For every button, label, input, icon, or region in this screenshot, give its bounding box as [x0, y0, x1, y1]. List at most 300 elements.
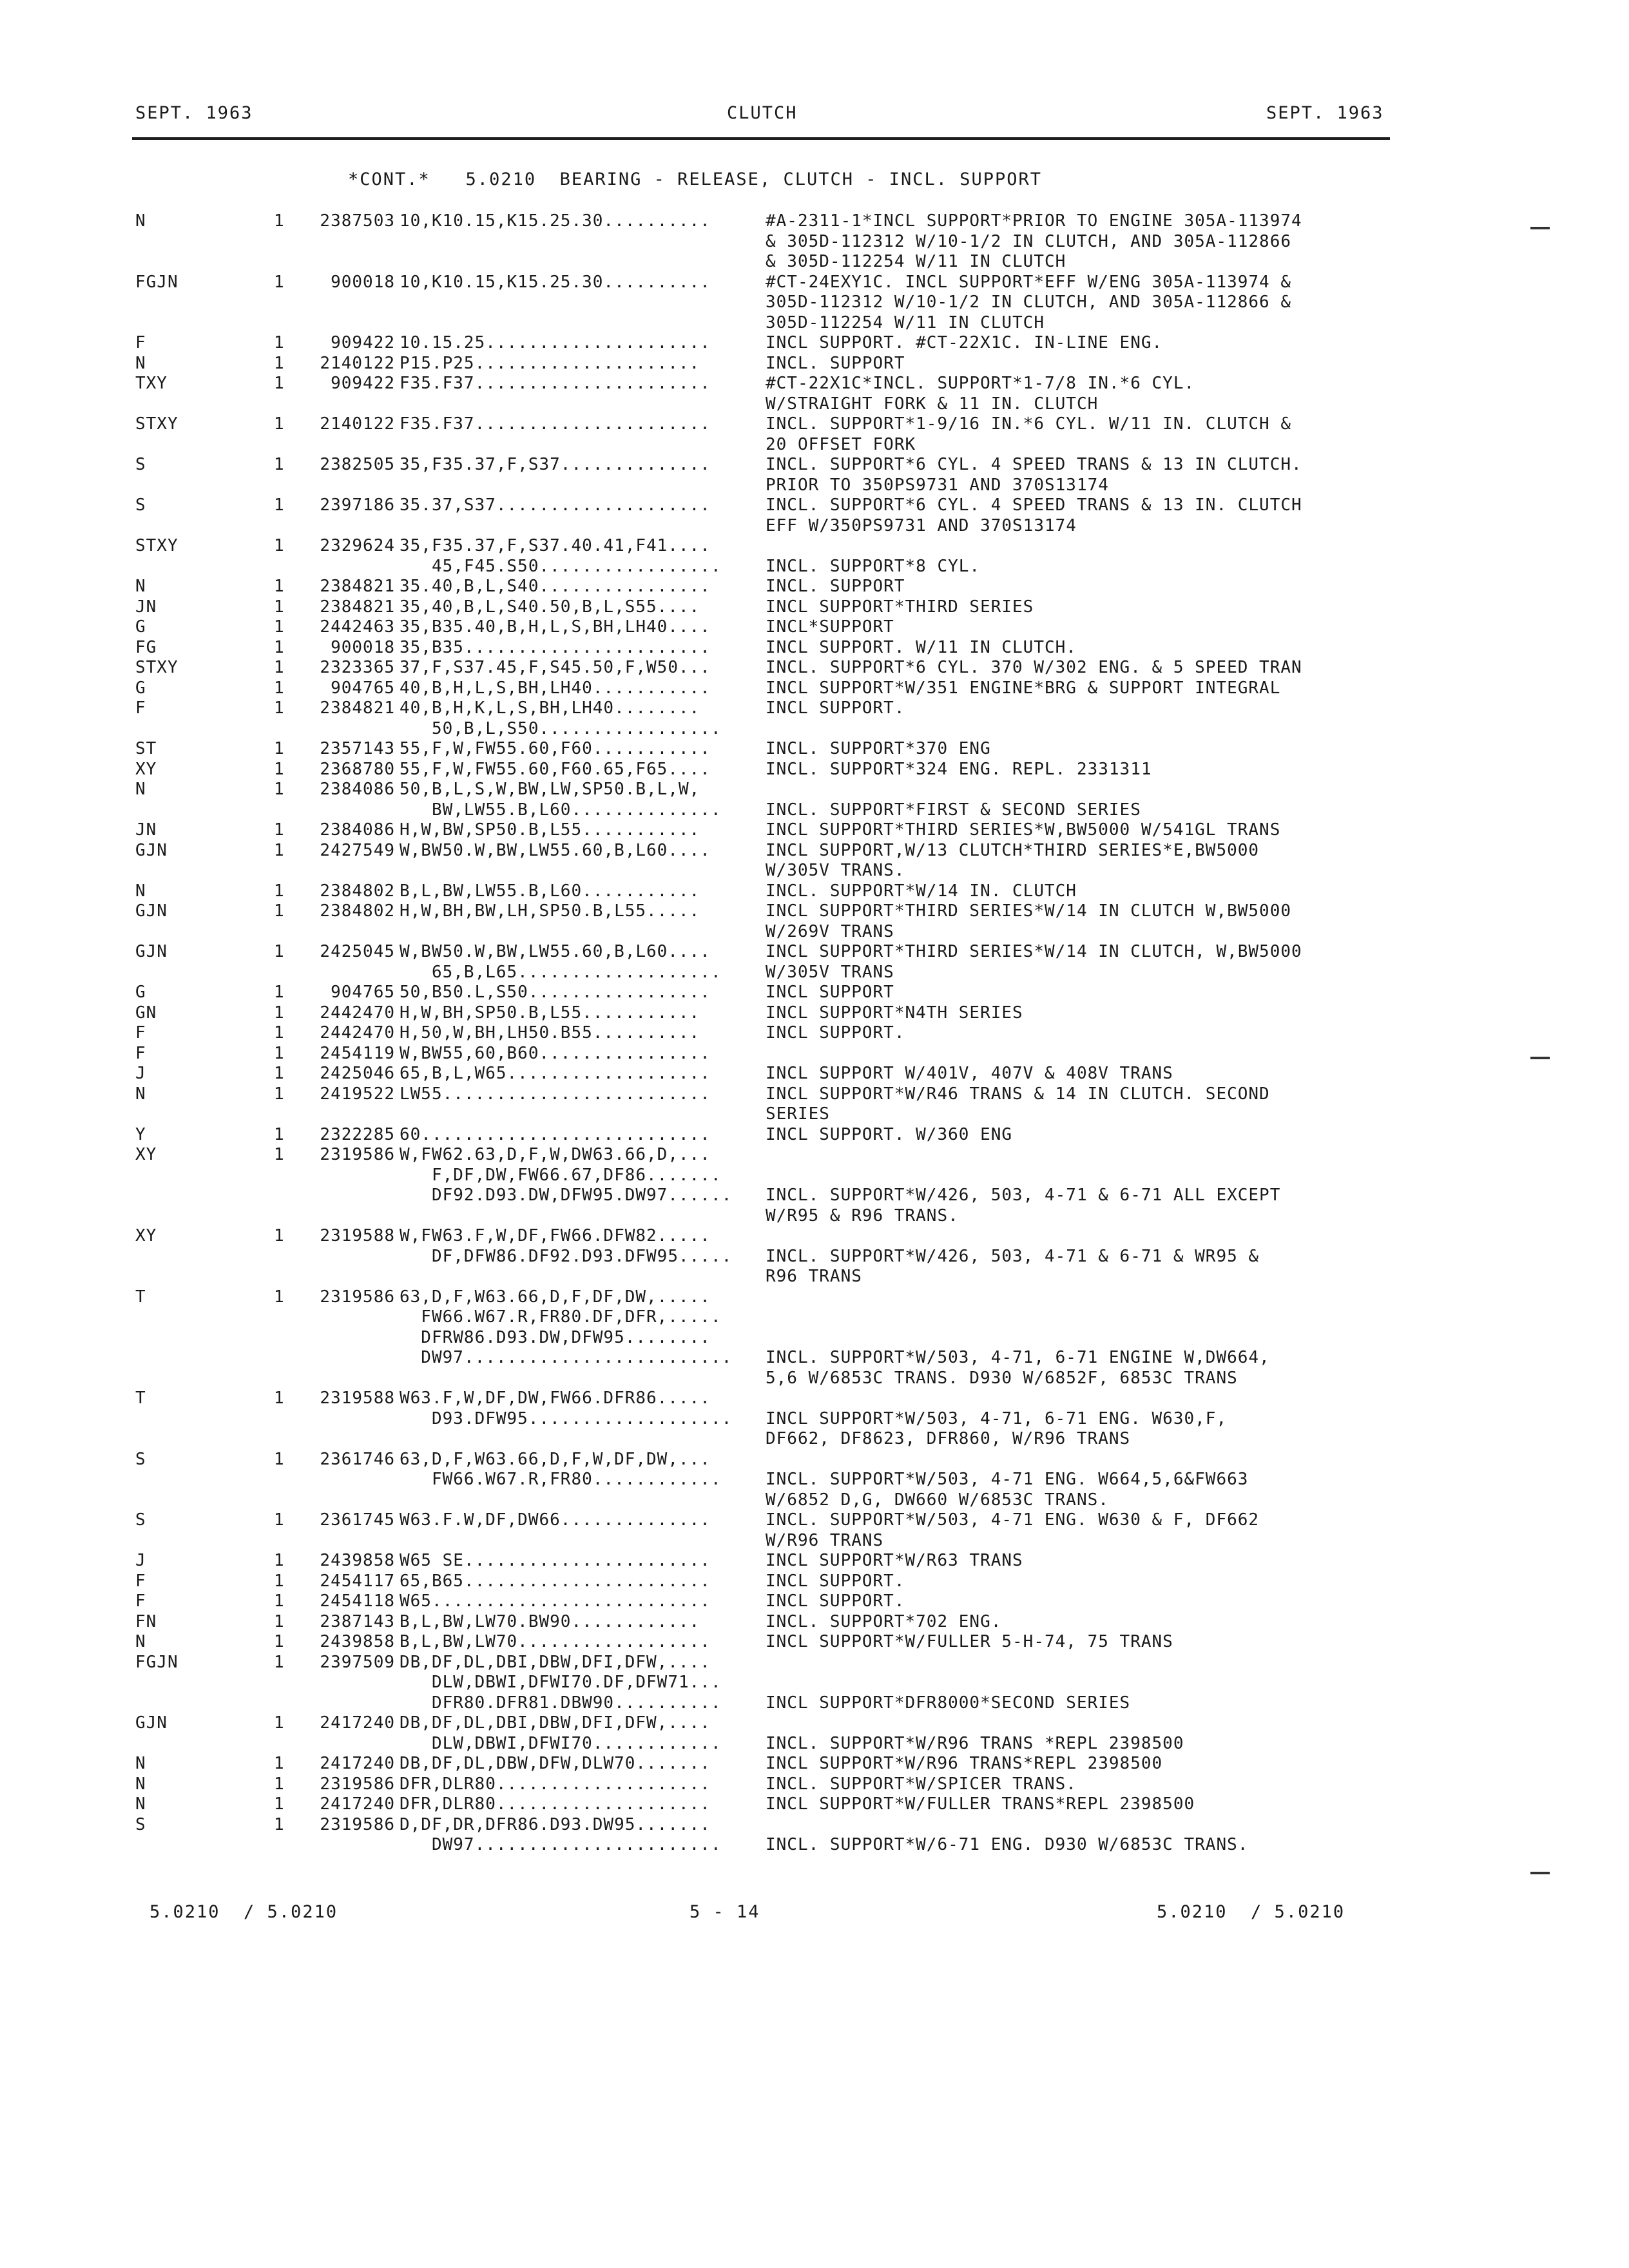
model-codes: H,W,BH,BW,LH,SP50.B,L55.....: [400, 901, 700, 921]
quantity: 1: [274, 1754, 285, 1773]
part-number: 2319586: [320, 1814, 395, 1834]
table-row: [0, 678, 1629, 699]
description: PRIOR TO 350PS9731 AND 370S13174: [766, 475, 1109, 495]
part-number: 2439858: [320, 1632, 395, 1651]
table-row: [0, 435, 1629, 456]
model-codes: F35.F37......................: [400, 414, 711, 434]
model-key: STXY: [135, 414, 178, 434]
part-number: 2439858: [320, 1551, 395, 1570]
table-row: [0, 983, 1629, 1003]
description: INCL SUPPORT*N4TH SERIES: [766, 1003, 1023, 1023]
description: INCL. SUPPORT*1-9/16 IN.*6 CYL. W/11 IN. CLUTCH &: [766, 414, 1292, 434]
model-key: FG: [135, 637, 157, 657]
model-key: Y: [135, 1124, 146, 1144]
description: INCL SUPPORT. W/360 ENG: [766, 1124, 1013, 1144]
description: 305D-112254 W/11 IN CLUTCH: [766, 312, 1045, 332]
model-key: F: [135, 1591, 146, 1611]
model-codes: DLW,DBWI,DFWI70............: [400, 1733, 722, 1753]
model-codes: DF92.D93.DW,DFW95.DW97......: [400, 1186, 733, 1205]
table-row: [0, 536, 1629, 557]
table-row: [0, 1774, 1629, 1795]
model-codes: B,L,BW,LW70.BW90............: [400, 1611, 700, 1631]
quantity: 1: [274, 1226, 285, 1245]
part-number: 2319586: [320, 1287, 395, 1307]
model-codes: 65,B,L65...................: [400, 962, 722, 982]
model-codes: 35.40,B,L,S40................: [400, 577, 711, 596]
model-codes: F,DF,DW,FW66.67,DF86.......: [400, 1165, 722, 1185]
model-codes: 35,40,B,L,S40.50,B,L,S55....: [400, 597, 700, 617]
table-row: [0, 577, 1629, 597]
model-codes: 55,F,W,FW55.60,F60...........: [400, 739, 711, 758]
model-key: T: [135, 1287, 146, 1307]
table-row: [0, 780, 1629, 800]
description: INCL. SUPPORT*370 ENG: [766, 739, 991, 758]
part-number: 2454119: [320, 1043, 395, 1063]
table-row: [0, 942, 1629, 963]
description: W/R95 & R96 TRANS.: [766, 1206, 959, 1225]
model-key: GJN: [135, 901, 168, 921]
part-number: 2425045: [320, 942, 395, 961]
table-row: [0, 1653, 1629, 1673]
table-row: [0, 901, 1629, 922]
quantity: 1: [274, 942, 285, 961]
description: INCL. SUPPORT*FIRST & SECOND SERIES: [766, 800, 1141, 820]
model-codes: LW55.........................: [400, 1084, 711, 1104]
model-key: N: [135, 780, 146, 799]
description: INCL SUPPORT*W/503, 4-71, 6-71 ENG. W630,F,: [766, 1408, 1228, 1428]
quantity: 1: [274, 617, 285, 637]
description: 5,6 W/6853C TRANS. D930 W/6852F, 6853C TRANS: [766, 1368, 1238, 1388]
table-row: [0, 1510, 1629, 1531]
table-row: [0, 1429, 1629, 1450]
table-row: [0, 1064, 1629, 1084]
model-codes: W65 SE.......................: [400, 1551, 711, 1570]
table-row: [0, 1125, 1629, 1146]
part-number: 2454117: [320, 1571, 395, 1591]
table-row: [0, 1490, 1629, 1511]
description: W/305V TRANS.: [766, 861, 905, 880]
model-codes: B,L,BW,LW55.B,L60...........: [400, 881, 700, 901]
table-row: [0, 313, 1629, 334]
model-codes: W,FW62.63,D,F,W,DW63.66,D,...: [400, 1145, 711, 1164]
model-codes: H,50,W,BH,LH50.B55..........: [400, 1023, 700, 1043]
table-row: [0, 1591, 1629, 1612]
quantity: 1: [274, 1389, 285, 1408]
model-codes: 65,B65.......................: [400, 1571, 711, 1591]
part-number: 2361745: [320, 1510, 395, 1530]
model-key: TXY: [135, 374, 168, 393]
table-row: [0, 719, 1629, 740]
description: INCL. SUPPORT*324 ENG. REPL. 2331311: [766, 759, 1152, 779]
description: DF662, DF8623, DFR860, W/R96 TRANS: [766, 1429, 1131, 1448]
description: INCL. SUPPORT*702 ENG.: [766, 1611, 1002, 1631]
model-codes: 10,K10.15,K15.25.30..........: [400, 272, 711, 292]
description: INCL. SUPPORT*W/426, 503, 4-71 & 6-71 & WR95 &: [766, 1246, 1260, 1266]
table-row: [0, 1226, 1629, 1247]
part-number: 2442470: [320, 1003, 395, 1023]
table-row: [0, 1815, 1629, 1836]
model-key: S: [135, 495, 146, 515]
table-row: [0, 1389, 1629, 1409]
part-number: 2140122: [320, 414, 395, 434]
model-codes: 50,B50.L,S50.................: [400, 983, 711, 1002]
model-codes: D93.DFW95...................: [400, 1408, 733, 1428]
description: INCL. SUPPORT*6 CYL. 4 SPEED TRANS & 13 IN. CLUTCH: [766, 495, 1302, 515]
quantity: 1: [274, 678, 285, 698]
model-codes: 65,B,L,W65...................: [400, 1064, 711, 1083]
table-row: [0, 1551, 1629, 1571]
model-codes: 37,F,S37.45,F,S45.50,F,W50...: [400, 658, 711, 677]
model-key: S: [135, 1449, 146, 1469]
model-key: N: [135, 1084, 146, 1104]
quantity: 1: [274, 1043, 285, 1063]
model-codes: 63,D,F,W63.66,D,F,W,DF,DW,...: [400, 1449, 711, 1469]
model-key: N: [135, 1754, 146, 1773]
header-date-left: SEPT. 1963: [135, 103, 253, 123]
quantity: 1: [274, 1003, 285, 1023]
model-key: FN: [135, 1611, 157, 1631]
part-number: 2417240: [320, 1754, 395, 1773]
table-row: [0, 1835, 1629, 1856]
quantity: 1: [274, 637, 285, 657]
description: R96 TRANS: [766, 1267, 862, 1286]
model-key: S: [135, 455, 146, 474]
model-codes: DB,DF,DL,DBW,DFW,DLW70.......: [400, 1754, 711, 1773]
table-row: [0, 1531, 1629, 1552]
quantity: 1: [274, 495, 285, 515]
description: INCL SUPPORT. #CT-22X1C. IN-LINE ENG.: [766, 333, 1163, 352]
quantity: 1: [274, 658, 285, 677]
description: INCL SUPPORT*W/FULLER 5-H-74, 75 TRANS: [766, 1632, 1173, 1651]
table-row: [0, 495, 1629, 516]
table-row: [0, 1673, 1629, 1693]
table-row: [0, 1003, 1629, 1024]
model-key: N: [135, 211, 146, 231]
model-key: T: [135, 1389, 146, 1408]
model-codes: 40,B,H,K,L,S,BH,LH40........: [400, 698, 700, 718]
model-codes: DF,DFW86.DF92.D93.DFW95.....: [400, 1246, 733, 1266]
part-number: 2454118: [320, 1591, 395, 1611]
table-row: [0, 1713, 1629, 1734]
model-key: G: [135, 678, 146, 698]
table-row: [0, 1612, 1629, 1633]
table-row: [0, 963, 1629, 983]
description: 20 OFFSET FORK: [766, 434, 916, 454]
model-codes: D,DF,DR,DFR86.D93.DW95.......: [400, 1814, 711, 1834]
model-key: STXY: [135, 658, 178, 677]
description: INCL SUPPORT.: [766, 698, 905, 718]
model-key: ST: [135, 739, 157, 758]
model-key: GJN: [135, 1713, 168, 1733]
part-number: 2361746: [320, 1449, 395, 1469]
table-row: [0, 1145, 1629, 1166]
quantity: 1: [274, 1571, 285, 1591]
table-row: [0, 516, 1629, 537]
quantity: 1: [274, 1023, 285, 1043]
table-row: [0, 1104, 1629, 1125]
description: & 305D-112312 W/10-1/2 IN CLUTCH, AND 305A-112866: [766, 231, 1292, 251]
description: W/6852 D,G, DW660 W/6853C TRANS.: [766, 1490, 1109, 1510]
description: INCL SUPPORT*W/R46 TRANS & 14 IN CLUTCH. SECOND: [766, 1084, 1270, 1104]
table-row: [0, 211, 1629, 232]
table-row: [0, 557, 1629, 577]
model-codes: BW,LW55.B,L60..............: [400, 800, 722, 820]
model-codes: H,W,BW,SP50.B,L55...........: [400, 820, 700, 840]
part-number: 2419522: [320, 1084, 395, 1104]
model-codes: H,W,BH,SP50.B,L55...........: [400, 1003, 700, 1023]
model-key: XY: [135, 1226, 157, 1245]
part-number: 900018: [331, 272, 395, 292]
part-number: 2442463: [320, 617, 395, 637]
model-codes: W63.F,W,DF,DW,FW66.DFR86.....: [400, 1389, 711, 1408]
table-row: [0, 638, 1629, 658]
description: INCL. SUPPORT*W/14 IN. CLUTCH: [766, 881, 1077, 901]
quantity: 1: [274, 414, 285, 434]
header-rule: [132, 137, 1390, 140]
quantity: 1: [274, 1064, 285, 1083]
model-codes: 35,F35.37,F,S37..............: [400, 455, 711, 474]
model-key: N: [135, 353, 146, 373]
part-number: 2322285: [320, 1124, 395, 1144]
model-key: STXY: [135, 536, 178, 555]
description: INCL SUPPORT. W/11 IN CLUTCH.: [766, 637, 1077, 657]
model-codes: 45,F45.S50.................: [400, 556, 722, 576]
quantity: 1: [274, 780, 285, 799]
table-row: [0, 800, 1629, 821]
part-number: 2384821: [320, 698, 395, 718]
model-codes: 50,B,L,S50.................: [400, 718, 722, 738]
footer-ref-left: 5.0210 / 5.0210: [149, 1902, 338, 1922]
table-row: [0, 1307, 1629, 1328]
part-number: 2319588: [320, 1389, 395, 1408]
description: INCL SUPPORT*W/FULLER TRANS*REPL 2398500: [766, 1794, 1195, 1814]
quantity: 1: [274, 597, 285, 617]
part-number: 2368780: [320, 759, 395, 779]
model-key: G: [135, 617, 146, 637]
quantity: 1: [274, 820, 285, 840]
description: SERIES: [766, 1104, 830, 1124]
description: #A-2311-1*INCL SUPPORT*PRIOR TO ENGINE 305A-113974: [766, 211, 1302, 231]
model-key: FGJN: [135, 1652, 178, 1672]
description: INCL SUPPORT*THIRD SERIES*W,BW5000 W/541GL TRANS: [766, 820, 1281, 840]
part-number: 904765: [331, 678, 395, 698]
part-number: 900018: [331, 637, 395, 657]
table-row: [0, 760, 1629, 780]
description: INCL. SUPPORT: [766, 353, 905, 373]
quantity: 1: [274, 272, 285, 292]
description: 305D-112312 W/10-1/2 IN CLUTCH, AND 305A-112866 &: [766, 293, 1292, 312]
part-number: 2397509: [320, 1652, 395, 1672]
quantity: 1: [274, 1145, 285, 1164]
description: INCL SUPPORT*W/351 ENGINE*BRG & SUPPORT INTEGRAL: [766, 678, 1281, 698]
description: INCL SUPPORT*THIRD SERIES*W/14 IN CLUTCH, W,BW5000: [766, 942, 1302, 961]
margin-mark: [1530, 1057, 1550, 1059]
description: INCL. SUPPORT*W/R96 TRANS *REPL 2398500: [766, 1733, 1184, 1753]
part-number: 2384086: [320, 820, 395, 840]
model-codes: B,L,BW,LW70..................: [400, 1632, 711, 1651]
description: INCL SUPPORT.: [766, 1591, 905, 1611]
table-row: [0, 414, 1629, 435]
model-key: F: [135, 1043, 146, 1063]
quantity: 1: [274, 1287, 285, 1307]
model-codes: W63.F.W,DF,DW66..............: [400, 1510, 711, 1530]
model-key: N: [135, 577, 146, 596]
table-row: [0, 861, 1629, 881]
description: INCL. SUPPORT*W/6-71 ENG. D930 W/6853C TRANS.: [766, 1835, 1249, 1854]
model-key: F: [135, 333, 146, 352]
description: INCL SUPPORT*THIRD SERIES: [766, 597, 1034, 617]
table-row: [0, 1734, 1629, 1754]
model-codes: 35,B35.......................: [400, 637, 711, 657]
quantity: 1: [274, 455, 285, 474]
quantity: 1: [274, 1611, 285, 1631]
model-codes: 35,B35.40,B,H,L,S,BH,LH40....: [400, 617, 711, 637]
part-number: 909422: [331, 333, 395, 352]
model-key: GJN: [135, 942, 168, 961]
part-number: 2387503: [320, 211, 395, 231]
table-row: [0, 739, 1629, 760]
table-row: [0, 1166, 1629, 1186]
table-row: [0, 698, 1629, 719]
table-row: [0, 232, 1629, 253]
model-key: S: [135, 1510, 146, 1530]
part-number: 2382505: [320, 455, 395, 474]
quantity: 1: [274, 536, 285, 555]
quantity: 1: [274, 759, 285, 779]
table-row: [0, 1632, 1629, 1653]
model-codes: DFRW86.D93.DW,DFW95........: [400, 1327, 711, 1347]
table-row: [0, 617, 1629, 638]
header-date-right: SEPT. 1963: [1266, 103, 1384, 123]
quantity: 1: [274, 1591, 285, 1611]
table-row: [0, 1409, 1629, 1430]
model-key: GJN: [135, 840, 168, 860]
margin-mark: [1530, 1872, 1550, 1874]
description: INCL. SUPPORT*W/SPICER TRANS.: [766, 1774, 1077, 1794]
table-row: [0, 252, 1629, 273]
part-number: 2319586: [320, 1774, 395, 1794]
table-row: [0, 820, 1629, 841]
table-row: [0, 1328, 1629, 1349]
description: INCL. SUPPORT*W/503, 4-71 ENG. W630 & F, DF662: [766, 1510, 1260, 1530]
model-key: J: [135, 1551, 146, 1570]
model-codes: W,FW63.F,W,DF,FW66.DFW82.....: [400, 1226, 711, 1245]
model-key: J: [135, 1064, 146, 1083]
quantity: 1: [274, 698, 285, 718]
table-row: [0, 1044, 1629, 1064]
model-codes: DW97.......................: [400, 1835, 722, 1854]
quantity: 1: [274, 1084, 285, 1104]
model-key: N: [135, 1632, 146, 1651]
model-key: JN: [135, 820, 157, 840]
table-row: [0, 273, 1629, 293]
quantity: 1: [274, 983, 285, 1002]
table-row: [0, 1369, 1629, 1389]
description: W/305V TRANS: [766, 962, 894, 982]
table-row: [0, 1267, 1629, 1287]
table-row: [0, 293, 1629, 313]
model-codes: 10,K10.15,K15.25.30..........: [400, 211, 711, 231]
quantity: 1: [274, 739, 285, 758]
description: INCL. SUPPORT*W/503, 4-71 ENG. W664,5,6&FW663: [766, 1470, 1249, 1489]
table-row: [0, 1023, 1629, 1044]
quantity: 1: [274, 577, 285, 596]
description: INCL. SUPPORT*W/426, 503, 4-71 & 6-71 ALL EXCEPT: [766, 1186, 1281, 1205]
table-row: [0, 1571, 1629, 1592]
part-number: 2384821: [320, 577, 395, 596]
model-key: F: [135, 1571, 146, 1591]
description: INCL SUPPORT W/401V, 407V & 408V TRANS: [766, 1064, 1173, 1083]
model-codes: DB,DF,DL,DBI,DBW,DFI,DFW,....: [400, 1652, 711, 1672]
part-number: 2397186: [320, 495, 395, 515]
description: INCL. SUPPORT*6 CYL. 4 SPEED TRANS & 13 IN CLUTCH.: [766, 455, 1302, 474]
part-number: 2384802: [320, 901, 395, 921]
model-codes: DW97.........................: [400, 1348, 733, 1367]
model-codes: W,BW50.W,BW,LW55.60,B,L60....: [400, 942, 711, 961]
table-row: [0, 881, 1629, 902]
table-row: [0, 1348, 1629, 1369]
model-codes: 40,B,H,L,S,BH,LH40...........: [400, 678, 711, 698]
model-codes: F35.F37......................: [400, 374, 711, 393]
table-row: [0, 1186, 1629, 1206]
model-codes: P15.P25.....................: [400, 353, 700, 373]
part-number: 904765: [331, 983, 395, 1002]
quantity: 1: [274, 1774, 285, 1794]
part-number: 2442470: [320, 1023, 395, 1043]
quantity: 1: [274, 1814, 285, 1834]
model-codes: 35.37,S37....................: [400, 495, 711, 515]
page-number: 5 - 14: [689, 1902, 760, 1922]
description: & 305D-112254 W/11 IN CLUTCH: [766, 252, 1066, 271]
table-row: [0, 455, 1629, 476]
description: INCL*SUPPORT: [766, 617, 894, 637]
description: INCL. SUPPORT: [766, 577, 905, 596]
table-row: [0, 394, 1629, 415]
description: EFF W/350PS9731 AND 370S13174: [766, 515, 1077, 535]
table-row: [0, 597, 1629, 618]
table-row: [0, 333, 1629, 354]
model-key: GN: [135, 1003, 157, 1023]
model-key: N: [135, 1774, 146, 1794]
table-row: [0, 1470, 1629, 1490]
part-number: 909422: [331, 374, 395, 393]
model-codes: DFR80.DFR81.DBW90..........: [400, 1693, 722, 1713]
part-number: 2319586: [320, 1145, 395, 1164]
description: W/STRAIGHT FORK & 11 IN. CLUTCH: [766, 394, 1099, 414]
model-codes: 63,D,F,W63.66,D,F,DF,DW,.....: [400, 1287, 711, 1307]
description: INCL SUPPORT*W/R63 TRANS: [766, 1551, 1023, 1570]
description: INCL. SUPPORT*8 CYL.: [766, 556, 981, 576]
model-codes: FW66.W67.R,FR80.DF,DFR,.....: [400, 1307, 722, 1327]
table-row: [0, 1287, 1629, 1308]
model-key: G: [135, 983, 146, 1002]
part-number: 2427549: [320, 840, 395, 860]
table-row: [0, 374, 1629, 394]
table-row: [0, 476, 1629, 496]
table-row: [0, 1794, 1629, 1815]
quantity: 1: [274, 901, 285, 921]
model-codes: FW66.W67.R,FR80............: [400, 1470, 722, 1489]
model-codes: W,BW50.W,BW,LW55.60,B,L60....: [400, 840, 711, 860]
description: INCL. SUPPORT*6 CYL. 370 W/302 ENG. & 5 SPEED TRAN: [766, 658, 1302, 677]
description: INCL SUPPORT,W/13 CLUTCH*THIRD SERIES*E,BW5000: [766, 840, 1260, 860]
model-codes: 35,F35.37,F,S37.40.41,F41....: [400, 536, 711, 555]
quantity: 1: [274, 1510, 285, 1530]
quantity: 1: [274, 1551, 285, 1570]
table-row: [0, 1693, 1629, 1714]
model-key: S: [135, 1814, 146, 1834]
model-key: XY: [135, 1145, 157, 1164]
